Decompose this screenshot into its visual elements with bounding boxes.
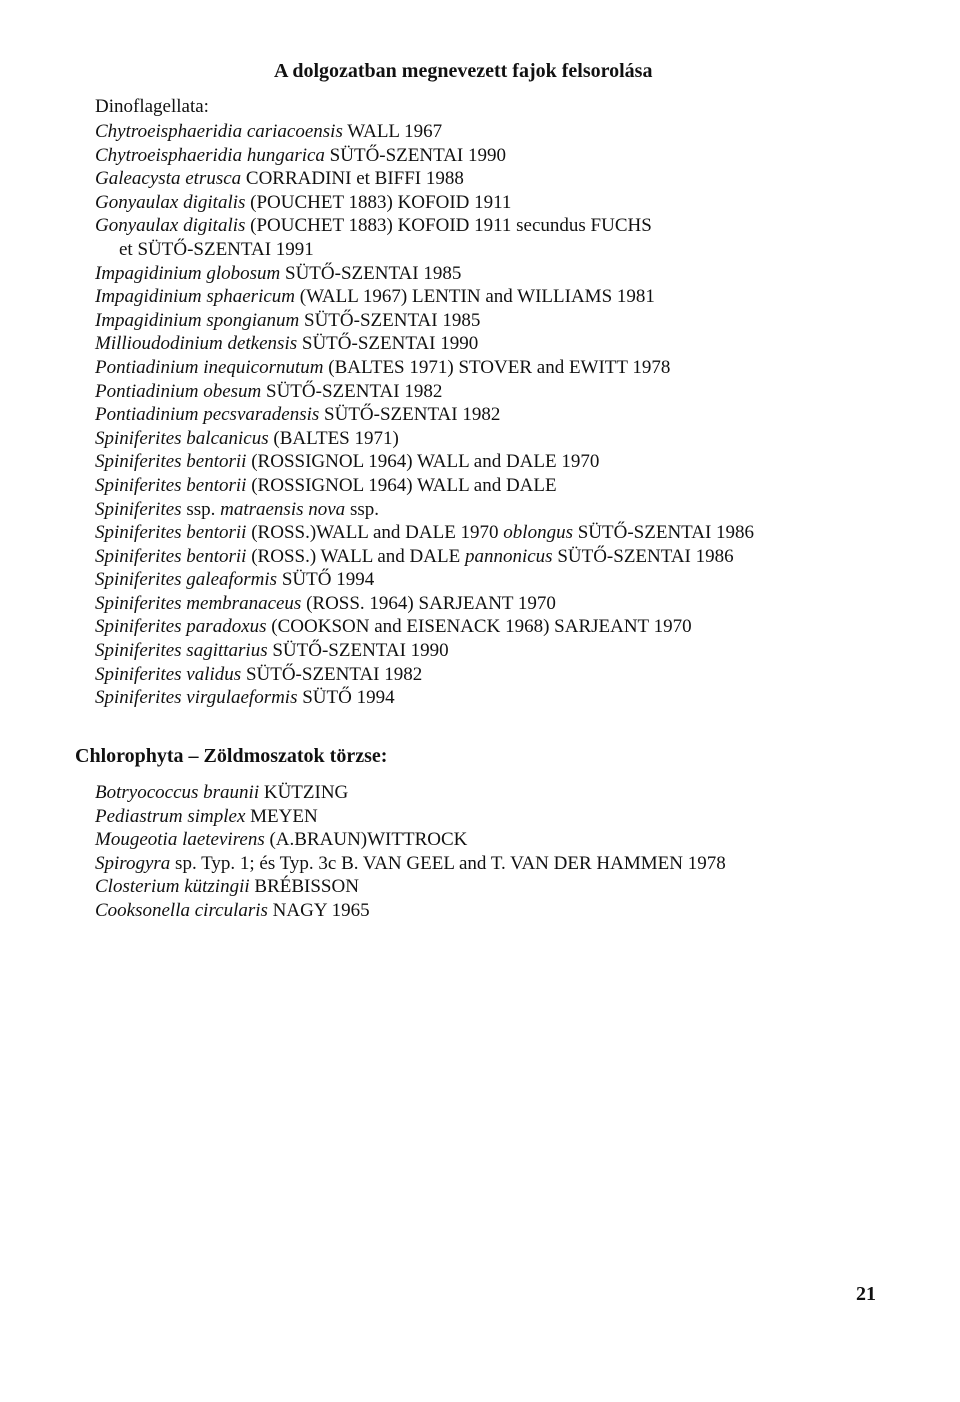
- species-name: Gonyaulax digitalis: [95, 191, 246, 213]
- species-name: Botryococcus braunii: [95, 782, 260, 803]
- species-entry: [95, 262, 754, 286]
- species-name: Spiniferites galeaformis: [95, 569, 278, 591]
- species-name: Chytroeisphaeridia cariacoensis: [95, 121, 343, 142]
- species-name: Millioudodinium detkensis: [95, 333, 298, 355]
- species-name: Impagidinium sphaericum: [95, 286, 296, 308]
- species-entry: [95, 828, 726, 852]
- species-entry: [95, 332, 754, 356]
- species-name: Pediastrum simplex: [95, 805, 246, 827]
- author-text: CORRADINI et BIFFI 1988: [241, 168, 464, 190]
- species-name: Spiniferites membranaceus: [95, 592, 302, 614]
- author-text: SÜTŐ-SZENTAI 1982: [319, 404, 501, 426]
- author-text: SÜTŐ-SZENTAI 1985: [299, 309, 481, 331]
- dinoflagellata-list: [95, 120, 754, 710]
- species-name: Spirogyra: [95, 852, 171, 874]
- species-name: Pontiadinium inequicornutum: [95, 356, 324, 378]
- species-name: Chytroeisphaeridia hungarica: [95, 144, 325, 166]
- author-text: ssp.: [181, 498, 221, 520]
- author-text: SÜTŐ 1994: [277, 569, 375, 591]
- author-text: MEYEN: [245, 805, 318, 827]
- author-text: (BALTES 1971) STOVER and EWITT 1978: [323, 356, 671, 378]
- author-text: SÜTŐ-SZENTAI 1990: [297, 333, 479, 355]
- species-name: Spiniferites bentorii: [95, 451, 247, 473]
- species-name: Galeacysta etrusca: [95, 168, 242, 190]
- species-name: Mougeotia laetevirens: [95, 829, 265, 851]
- author-text: SÜTŐ-SZENTAI 1990: [267, 640, 449, 662]
- species-entry: [95, 805, 726, 829]
- species-entry: [95, 545, 754, 569]
- species-name: Spiniferites balcanicus: [95, 427, 269, 449]
- author-text: SÜTŐ-SZENTAI 1986: [552, 545, 734, 567]
- species-entry: [95, 899, 726, 923]
- species-entry: [95, 214, 754, 261]
- species-entry: [95, 191, 754, 215]
- species-name: Spiniferites bentorii: [95, 545, 247, 567]
- species-name: Closterium kützingii: [95, 876, 250, 898]
- page-number: 21: [856, 1283, 876, 1305]
- author-text: (ROSSIGNOL 1964) WALL and DALE 1970: [246, 451, 600, 473]
- species-entry: [95, 568, 754, 592]
- species-entry: [95, 309, 754, 333]
- species-entry: [95, 450, 754, 474]
- author-text: SÜTŐ-SZENTAI 1982: [261, 380, 443, 402]
- species-name: Pontiadinium obesum: [95, 380, 262, 402]
- author-text: SÜTŐ-SZENTAI 1990: [324, 144, 506, 166]
- species-entry: [95, 474, 754, 498]
- author-text: (ROSS.)WALL and DALE 1970: [246, 522, 504, 544]
- author-text: (POUCHET 1883) KOFOID 1911 secundus FUCHS: [245, 215, 652, 237]
- species-name: Impagidinium spongianum: [95, 309, 300, 331]
- author-text: (A.BRAUN)WITTROCK: [264, 829, 468, 851]
- author-continuation: et SÜTŐ-SZENTAI 1991: [119, 238, 314, 260]
- species-entry: [95, 120, 754, 144]
- species-name: Spiniferites bentorii: [95, 522, 247, 544]
- author-text: KÜTZING: [259, 782, 349, 803]
- species-entry: [95, 498, 754, 522]
- species-name: Spiniferites paradoxus: [95, 616, 267, 638]
- species-name: Spiniferites: [95, 498, 182, 520]
- species-name: Spiniferites validus: [95, 663, 242, 685]
- species-name: Spiniferites bentorii: [95, 474, 247, 496]
- species-entry: [95, 427, 754, 451]
- author-text: ssp.: [345, 498, 379, 520]
- species-entry: [95, 781, 726, 805]
- species-entry: [95, 403, 754, 427]
- species-entry: [95, 615, 754, 639]
- author-text: BRÉBISSON: [249, 876, 359, 898]
- species-entry: [95, 167, 754, 191]
- species-entry: [95, 686, 754, 710]
- species-entry: [95, 663, 754, 687]
- species-epithet: pannonicus: [464, 545, 553, 567]
- author-text: SÜTŐ 1994: [297, 687, 395, 709]
- author-text: sp. Typ. 1; és Typ. 3c B. VAN GEEL and T. VAN DER HAMMEN 1978: [170, 852, 726, 874]
- species-entry: [95, 144, 754, 168]
- author-text: (ROSS. 1964) SARJEANT 1970: [301, 592, 556, 614]
- species-epithet: oblongus: [503, 522, 573, 544]
- author-text: (COOKSON and EISENACK 1968) SARJEANT 1970: [266, 616, 692, 638]
- species-name: Gonyaulax digitalis: [95, 215, 246, 237]
- author-text: SÜTŐ-SZENTAI 1986: [572, 522, 755, 544]
- author-text: (ROSSIGNOL 1964) WALL and DALE: [246, 474, 557, 496]
- chlorophyta-list: [95, 781, 726, 923]
- species-name: Impagidinium globosum: [95, 262, 281, 284]
- author-text: (BALTES 1971): [268, 427, 399, 449]
- species-entry: [95, 639, 754, 663]
- species-name: Cooksonella circularis: [95, 899, 268, 921]
- author-text: (ROSS.) WALL and DALE: [246, 545, 465, 567]
- dinoflagellata-heading: Dinoflagellata:: [95, 96, 209, 117]
- species-entry: [95, 852, 726, 876]
- species-entry: [95, 380, 754, 404]
- species-name: Spiniferites sagittarius: [95, 640, 268, 662]
- species-epithet: matraensis nova: [220, 498, 346, 520]
- page-title: A dolgozatban megnevezett fajok felsorolása: [274, 60, 653, 82]
- species-entry: [95, 356, 754, 380]
- author-text: SÜTŐ-SZENTAI 1982: [241, 663, 423, 685]
- species-entry: [95, 521, 754, 545]
- chlorophyta-heading: Chlorophyta – Zöldmoszatok törzse:: [75, 745, 388, 767]
- species-name: Pontiadinium pecsvaradensis: [95, 404, 320, 426]
- author-text: (POUCHET 1883) KOFOID 1911: [245, 191, 512, 213]
- species-entry: [95, 592, 754, 616]
- species-entry: [95, 875, 726, 899]
- author-text: SÜTŐ-SZENTAI 1985: [280, 262, 462, 284]
- author-text: WALL 1967: [342, 121, 443, 142]
- author-text: (WALL 1967) LENTIN and WILLIAMS 1981: [295, 286, 655, 308]
- species-entry: [95, 285, 754, 309]
- species-name: Spiniferites virgulaeformis: [95, 687, 298, 709]
- author-text: NAGY 1965: [267, 899, 370, 921]
